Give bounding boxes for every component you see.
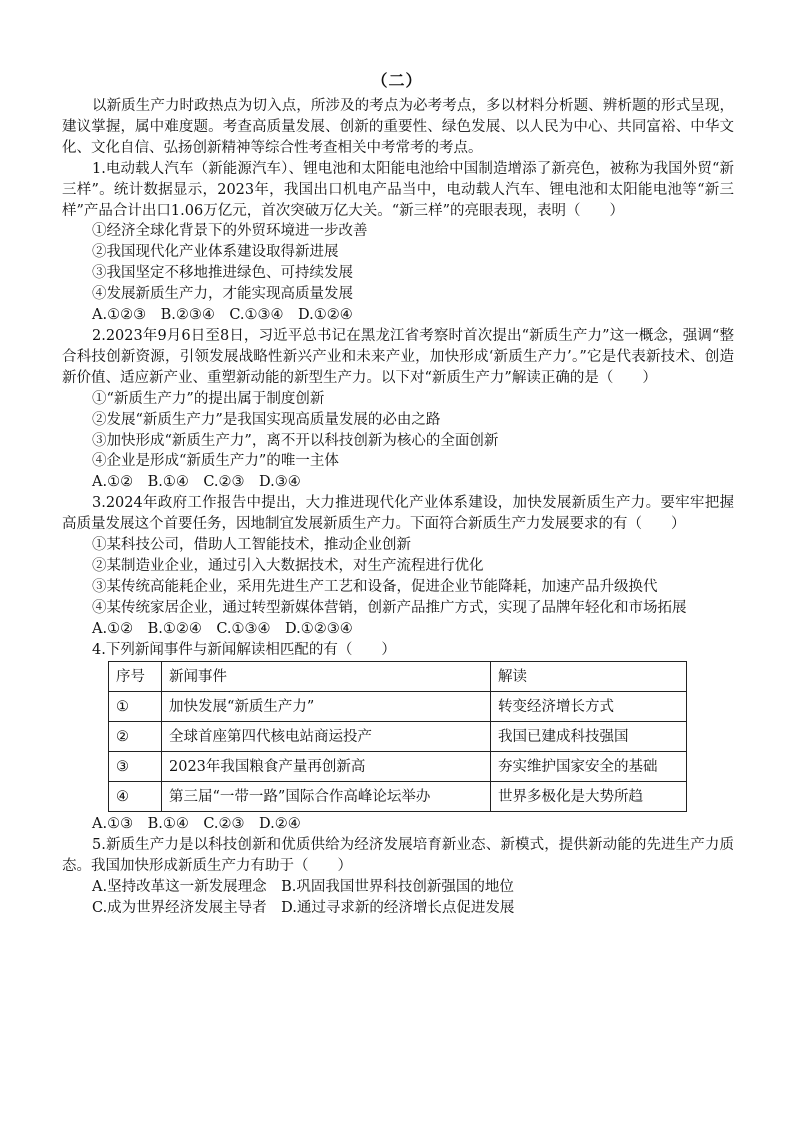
table-cell: ① — [109, 692, 162, 722]
table-cell: ② — [109, 722, 162, 752]
table-cell: 全球首座第四代核电站商运投产 — [162, 722, 491, 752]
table-header-cell: 新闻事件 — [162, 662, 491, 692]
q5-choices-line-2: C.成为世界经济发展主导者 D.通过寻求新的经济增长点促进发展 — [92, 900, 515, 917]
table-cell: 第三届“一带一路”国际合作高峰论坛举办 — [162, 782, 491, 812]
q5-choices-line-1: A.坚持改革这一新发展理念 B.巩固我国世界科技创新强国的地位 — [92, 879, 514, 896]
q2-item-3: ③加快形成“新质生产力”，离不开以科技创新为核心的全面创新 — [92, 432, 499, 449]
question-3-stem: 3.2024年政府工作报告中提出，大力推进现代化产业体系建设，加快发展新质生产力。要牢牢把握高质量发展这个首要任务，因地制宜发展新质生产力。下面符合新质生产力发展要求的有（ ） — [62, 495, 734, 533]
q3-item-2: ②某制造业企业，通过引入大数据技术，对生产流程进行优化 — [92, 557, 484, 574]
question-4-stem: 4.下列新闻事件与新闻解读相匹配的有（ ） — [92, 641, 396, 658]
table-header-row — [109, 662, 687, 692]
table-row — [109, 752, 687, 782]
table-cell: 世界多极化是大势所趋 — [491, 782, 687, 812]
table-cell: 我国已建成科技强国 — [491, 722, 687, 752]
table-cell: 夯实维护国家安全的基础 — [491, 752, 687, 782]
table-header-cell: 序号 — [109, 662, 162, 692]
q1-choices: A.①②③ B.②③④ C.①③④ D.①②④ — [92, 307, 353, 324]
q2-item-2: ②发展“新质生产力”是我国实现高质量发展的必由之路 — [92, 411, 441, 428]
question-5-stem: 5.新质生产力是以科技创新和优质供给为经济发展培育新业态、新模式，提供新动能的先进生产力质态。我国加快形成新质生产力有助于（ ） — [62, 837, 734, 875]
q3-item-4: ④某传统家居企业，通过转型新媒体营销，创新产品推广方式，实现了品牌年轻化和市场拓展 — [92, 599, 687, 616]
q4-choices: A.①③ B.①④ C.②③ D.②④ — [92, 816, 301, 833]
q2-choices: A.①② B.①④ C.②③ D.③④ — [92, 474, 301, 491]
table-cell: 加快发展“新质生产力” — [162, 692, 491, 722]
q2-item-4: ④企业是形成“新质生产力”的唯一主体 — [92, 453, 339, 470]
q2-item-1: ①“新质生产力”的提出属于制度创新 — [92, 390, 325, 407]
section-title: （二） — [371, 71, 423, 90]
table-row — [109, 722, 687, 752]
question-1-stem: 1.电动载人汽车（新能源汽车）、锂电池和太阳能电池给中国制造增添了新亮色，被称为我国外贸“新三样”。统计数据显示，2023年，我国出口机电产品当中，电动载人汽车、锂电池和太阳能电池等“新三样”产品合计出口1.06万亿元，首次突破万亿大关。“新三样”的亮眼表现，表明（ ） — [62, 160, 734, 219]
table-row — [109, 692, 687, 722]
q1-item-3: ③我国坚定不移地推进绿色、可持续发展 — [92, 265, 353, 282]
q3-item-3: ③某传统高能耗企业，采用先进生产工艺和设备，促进企业节能降耗，加速产品升级换代 — [92, 578, 658, 595]
table-header-cell: 解读 — [491, 662, 687, 692]
table-cell: ③ — [109, 752, 162, 782]
table-cell: 2023年我国粮食产量再创新高 — [162, 752, 491, 782]
question-2-stem: 2.2023年9月6日至8日，习近平总书记在黑龙江省考察时首次提出“新质生产力”这一概念，强调“整合科技创新资源，引领发展战略性新兴产业和未来产业，加快形成‘新质生产力’。”它是代表新技术、创造新价值、适应新产业、重塑新动能的新型生产力。以下对“新质生产力”解读正确的是（ ） — [62, 327, 734, 386]
table-cell: ④ — [109, 782, 162, 812]
q1-item-4: ④发展新质生产力，才能实现高质量发展 — [92, 286, 353, 303]
q1-item-2: ②我国现代化产业体系建设取得新进展 — [92, 244, 339, 261]
intro-paragraph: 以新质生产力时政热点为切入点，所涉及的考点为必考考点，多以材料分析题、辨析题的形式呈现，建议掌握，属中难度题。考查高质量发展、创新的重要性、绿色发展、以人民为中心、共同富裕、中华文化、文化自信、弘扬创新精神等综合性考查相关中考常考的考点。 — [62, 98, 734, 156]
content — [62, 96, 734, 919]
q3-choices: A.①② B.①②④ C.①③④ D.①②③④ — [92, 620, 353, 637]
q1-item-1: ①经济全球化背景下的外贸环境进一步改善 — [92, 223, 368, 240]
q3-item-1: ①某科技公司，借助人工智能技术，推动企业创新 — [92, 537, 411, 554]
table-cell: 转变经济增长方式 — [491, 692, 687, 722]
table-row — [109, 782, 687, 812]
news-table — [108, 661, 687, 812]
